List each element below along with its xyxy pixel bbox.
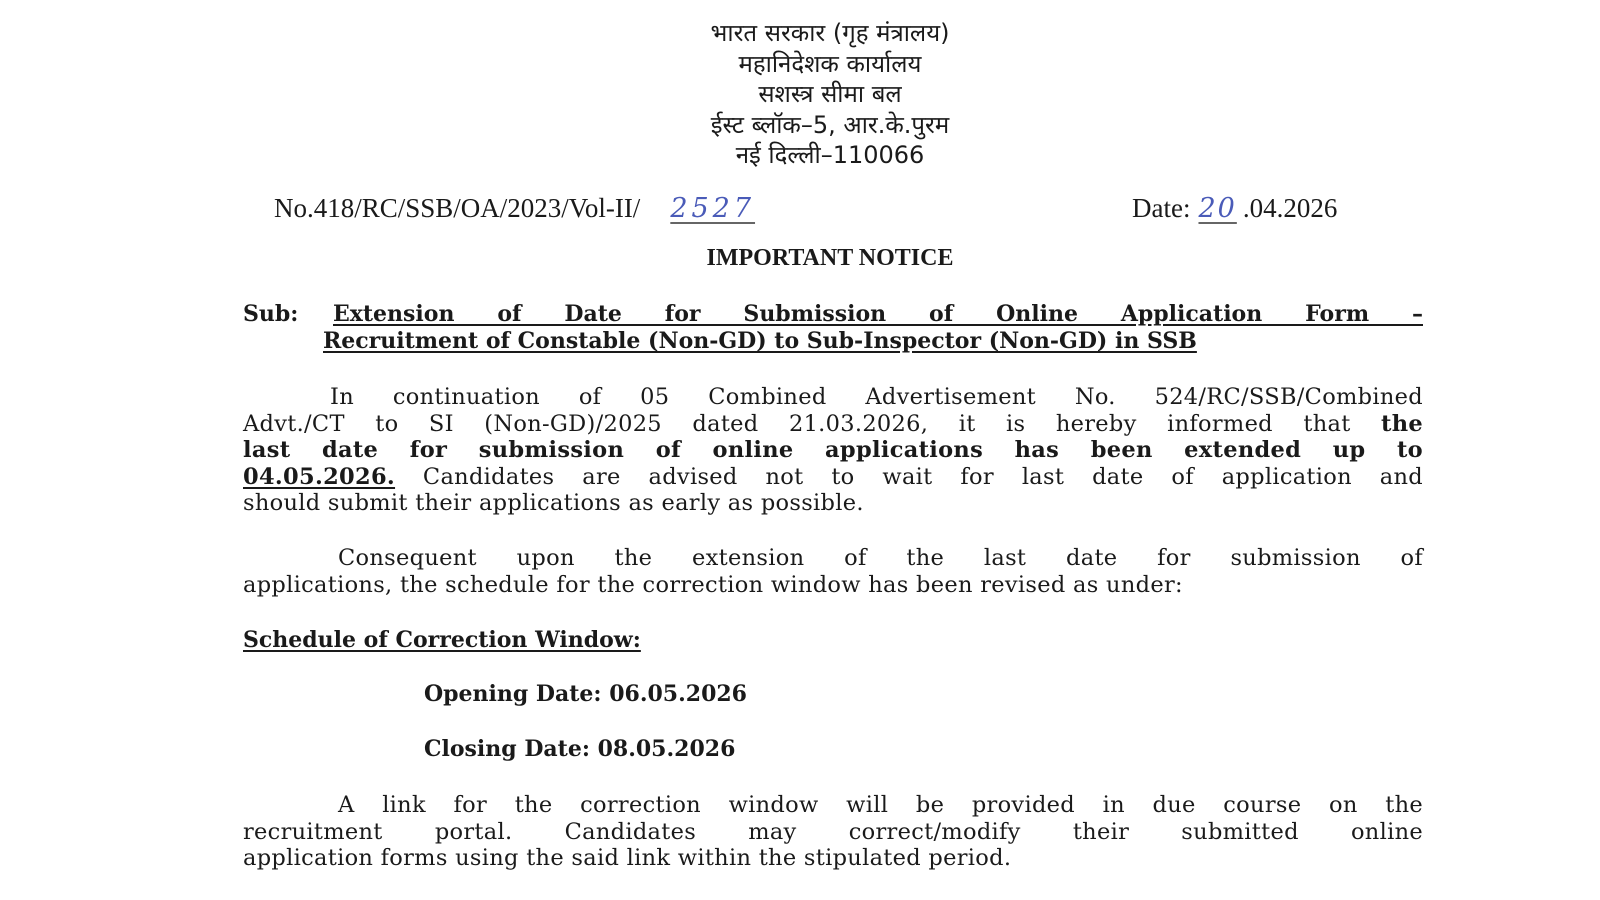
- text-segment: should submit their applications as early as possible.: [243, 490, 864, 517]
- header-line: महानिदेशक कार्यालय: [738, 49, 922, 78]
- text-line: [243, 464, 1423, 491]
- paragraph-2: [243, 545, 1423, 598]
- reference-prefix: No.418/RC/SSB/OA/2023/Vol-II/: [274, 193, 641, 223]
- bold-text: 04.05.2026.: [243, 463, 396, 490]
- text-segment: applications, the schedule for the correction window has been revised as under:: [243, 571, 1183, 598]
- text-segment: recruitment portal. Candidates may correct/modify their submitted online: [243, 818, 1423, 845]
- date-label: Date:: [1132, 193, 1191, 223]
- subject: [243, 301, 1423, 355]
- date-rest: .04.2026: [1242, 193, 1338, 223]
- notice-title: IMPORTANT NOTICE: [706, 245, 954, 271]
- text-segment: Candidates are advised not to wait for last date of application and: [395, 463, 1423, 490]
- text-segment: In continuation of 05 Combined Advertisement No. 524/RC/SSB/Combined: [330, 384, 1423, 410]
- subject-line: Recruitment of Constable (Non-GD) to Sub-Inspector (Non-GD) in SSB: [323, 328, 1197, 354]
- text-line: [243, 819, 1423, 846]
- closing-date: Closing Date: 08.05.2026: [424, 736, 736, 762]
- handwritten-number: 2527: [670, 193, 756, 224]
- bold-text: the: [1381, 410, 1423, 437]
- text-line: [243, 545, 1423, 572]
- text-segment: Advt./CT to SI (Non-GD)/2025 dated 21.03.2026, it is hereby informed that: [243, 410, 1382, 437]
- text-line: [243, 411, 1423, 438]
- paragraph-1: [243, 384, 1423, 517]
- schedule-heading: Schedule of Correction Window:: [243, 627, 641, 653]
- header-line: भारत सरकार (गृह मंत्रालय): [710, 19, 950, 47]
- notice-date: [1132, 193, 1337, 224]
- text-line: [243, 490, 1423, 517]
- header-line: सशस्त्र सीमा बल: [758, 80, 902, 108]
- text-segment: A link for the correction window will be provided in due course on the: [338, 792, 1423, 818]
- subject-line: Extension of Date for Submission of Online Application Form –: [333, 301, 1423, 327]
- subject-label: Sub:: [243, 301, 299, 327]
- opening-date: Opening Date: 06.05.2026: [424, 681, 747, 707]
- text-segment: Consequent upon the extension of the last date for submission of: [338, 545, 1423, 571]
- header-line: ईस्ट ब्लॉक–5, आर.के.पुरम: [710, 110, 950, 139]
- text-line: [243, 437, 1423, 464]
- text-line: [243, 845, 1423, 872]
- bold-text: last date for submission of online applications has been extended up to: [243, 437, 1423, 464]
- reference-number: [274, 193, 769, 224]
- office-header: [560, 18, 1100, 171]
- text-line: [243, 572, 1423, 599]
- paragraph-3: [243, 792, 1423, 872]
- text-line: [243, 792, 1423, 819]
- text-line: [243, 384, 1423, 411]
- handwritten-day: 20: [1198, 193, 1237, 224]
- header-line: नई दिल्ली–110066: [735, 141, 925, 169]
- text-segment: application forms using the said link within the stipulated period.: [243, 845, 1012, 872]
